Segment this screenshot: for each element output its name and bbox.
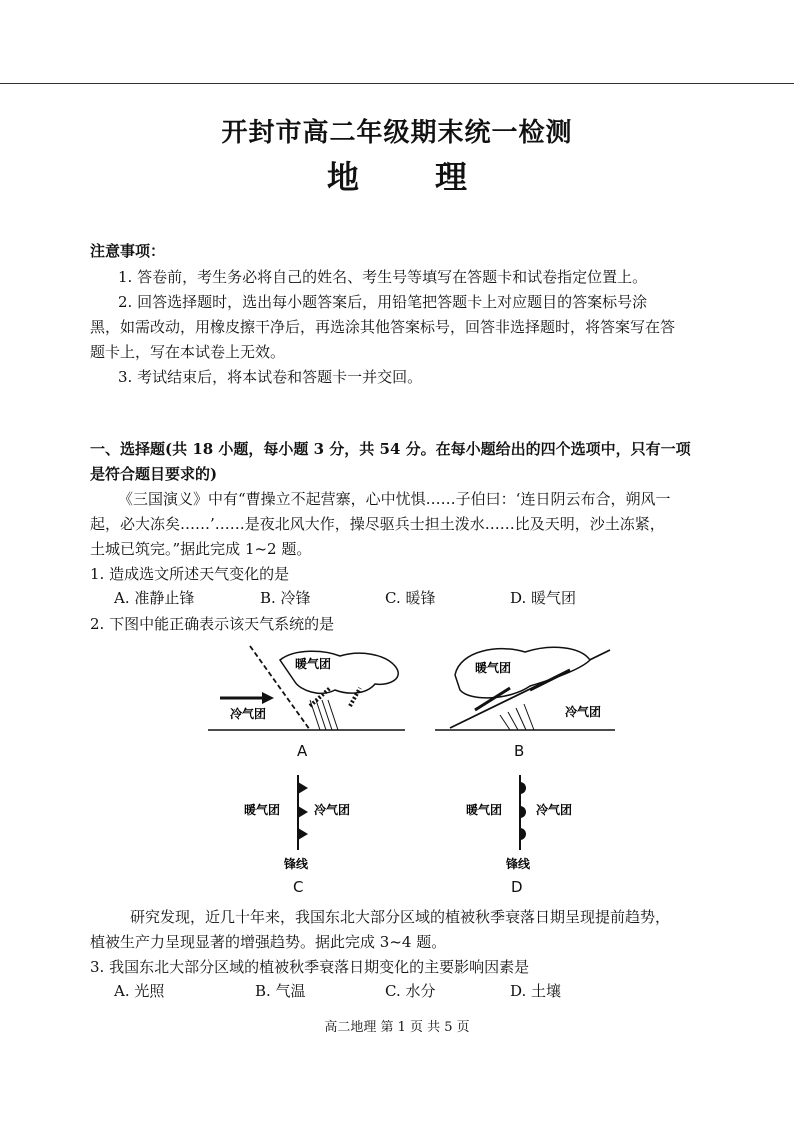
- diagram-a-cold-label: 冷气团: [230, 707, 267, 721]
- diagram-d-cold-label: 冷气团: [536, 803, 573, 817]
- passage2-line1: 研究发现，近几十年来，我国东北大部分区域的植被秋季衰落日期呈现提前趋势，: [130, 908, 671, 926]
- diagram-b: [430, 640, 620, 740]
- q1-option-d: D. 暖气团: [510, 589, 577, 607]
- page-footer: 高二地理 第 1 页 共 5 页: [324, 1020, 470, 1035]
- notice-item-2-line1: 2. 回答选择题时，选出每小题答案后，用铅笔把答题卡上对应题目的答案标号涂: [118, 293, 648, 311]
- diagram-label-a: A: [297, 742, 308, 760]
- diagram-label-d: D: [511, 878, 523, 896]
- diagram-c-front-label: 锋线: [284, 857, 309, 871]
- diagram-b-warm-label: 暖气团: [475, 661, 512, 675]
- diagram-d-warm-label: 暖气团: [466, 803, 503, 817]
- passage2-line2: 植被生产力呈现显著的增强趋势。据此完成 3~4 题。: [90, 933, 447, 951]
- q3-option-d: D. 土壤: [510, 982, 562, 1000]
- diagram-c-cold-label: 冷气团: [314, 803, 351, 817]
- q1-option-c: C. 暖锋: [385, 589, 436, 607]
- diagram-c-warm-label: 暖气团: [244, 803, 281, 817]
- subject-title: 地 理: [326, 158, 489, 196]
- passage1-line2: 起，必大冻矣……’……是夜北风大作，操尽驱兵士担土泼水……比及天明，沙土冻紧，: [90, 515, 665, 533]
- notice-item-3: 3. 考试结束后，将本试卷和答题卡一并交回。: [118, 368, 423, 386]
- q3-stem: 3. 我国东北大部分区域的植被秋季衰落日期变化的主要影响因素是: [90, 958, 530, 976]
- diagram-a-warm-label: 暖气团: [295, 657, 332, 671]
- section-heading-line1: 一、选择题(共 18 小题，每小题 3 分，共 54 分。在每小题给出的四个选项中，只有一项: [90, 440, 691, 458]
- notice-item-2-line2: 黑，如需改动，用橡皮擦干净后，再选涂其他答案标号，回答非选择题时，将答案写在答: [90, 318, 676, 336]
- header-rule: [0, 83, 794, 84]
- diagram-d-front-label: 锋线: [506, 857, 531, 871]
- q3-option-c: C. 水分: [385, 982, 436, 1000]
- passage1-line3: 土城已筑完。”据此完成 1~2 题。: [90, 540, 312, 558]
- section-heading-line2: 是符合题目要求的): [90, 465, 218, 483]
- diagram-label-b: B: [514, 742, 525, 760]
- diagram-c: [240, 770, 370, 880]
- q3-option-a: A. 光照: [114, 982, 165, 1000]
- diagram-label-c: C: [293, 878, 304, 896]
- exam-title: 开封市高二年级期末统一检测: [221, 118, 573, 148]
- diagram-d: [460, 770, 590, 880]
- passage1-line1: 《三国演义》中有“曹操立不起营寨，心中忧惧……子伯曰：‘连日阴云布合，朔风一: [118, 490, 671, 508]
- q1-stem: 1. 造成选文所述天气变化的是: [90, 565, 290, 583]
- q2-stem: 2. 下图中能正确表示该天气系统的是: [90, 615, 335, 633]
- q1-option-a: A. 准静止锋: [114, 589, 195, 607]
- notice-item-1: 1. 答卷前，考生务必将自己的姓名、考生号等填写在答题卡和试卷指定位置上。: [118, 268, 648, 286]
- notice-heading: 注意事项：: [90, 242, 166, 260]
- q1-option-b: B. 冷锋: [260, 589, 311, 607]
- diagram-b-cold-label: 冷气团: [565, 705, 602, 719]
- notice-item-2-line3: 题卡上，写在本试卷上无效。: [90, 343, 286, 361]
- diagram-a: [200, 640, 410, 740]
- q3-option-b: B. 气温: [255, 982, 306, 1000]
